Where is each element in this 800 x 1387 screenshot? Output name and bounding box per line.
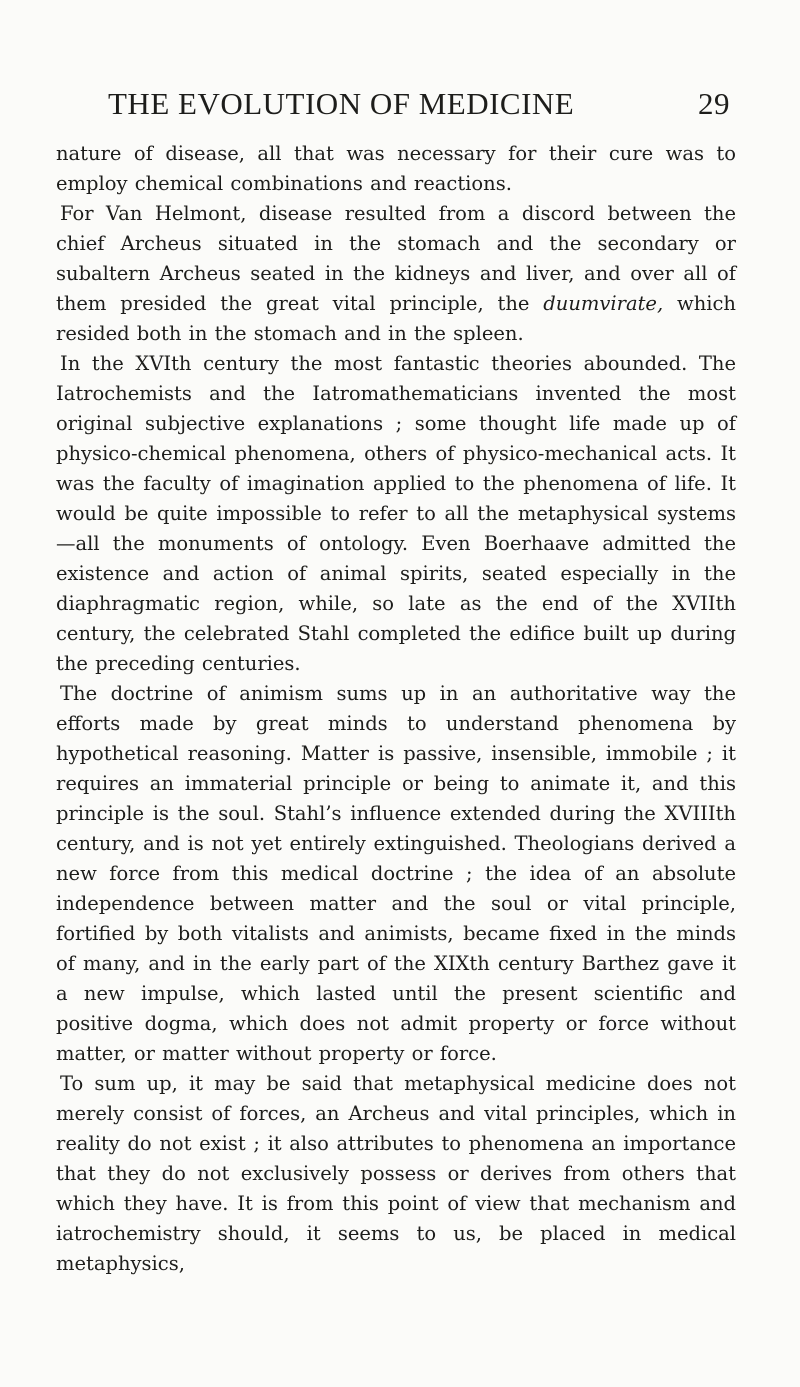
running-head bbox=[108, 84, 730, 124]
paragraph-text: which resided both in the stomach and in the spleen. bbox=[56, 292, 736, 345]
paragraph-xvith-century: In the XVIth century the most fantastic theories abounded. The Iatrochemists and the Iatromathematicians invented the most original subjective explanations ; some thought life made up of physico-chemical phenomena, others of physico-mechanical acts. It was the faculty of imagination applied to the phenomena of life. It would be quite impossible to refer to all the metaphysical systems—all the monuments of ontology. Even Boerhaave admitted the existence and action of animal spirits, seated especially in the diaphragmatic region, while, so late as the end of the XVIIth century, the celebrated Stahl completed the edifice built up during the preceding centuries. bbox=[56, 352, 736, 675]
italic-term-duumvirate: duumvirate, bbox=[543, 292, 664, 315]
body-text bbox=[56, 139, 736, 1279]
page-number: 29 bbox=[698, 86, 730, 121]
paragraph-summary: To sum up, it may be said that metaphysical medicine does not merely consist of forces, an Archeus and vital principles, which in reality do not exist ; it also attributes to phenomena an importance that they do not exclusively possess or derives from others that which they have. It is from this point of view that mechanism and iatrochemistry should, it seems to us, be placed in medical metaphysics, bbox=[56, 1072, 736, 1275]
paragraph-continued: nature of disease, all that was necessary for their cure was to employ chemical combinations and reactions. bbox=[56, 142, 736, 195]
running-title: THE EVOLUTION OF MEDICINE bbox=[108, 86, 575, 121]
paragraph-text: For Van Helmont, disease resulted from a discord between the chief Archeus situated in the stomach and the secondary or subaltern Archeus seated in the kidneys and liver, and over all of them presided the great vital principle, the bbox=[56, 202, 736, 315]
paragraph-van-helmont bbox=[56, 199, 736, 349]
paragraph-animism: The doctrine of animism sums up in an authoritative way the efforts made by great minds to understand phenomena by hypothetical reasoning. Matter is passive, insensible, immobile ; it requires an immaterial principle or being to animate it, and this principle is the soul. Stahl’s influence extended during the XVIIIth century, and is not yet entirely extinguished. Theologians derived a new force from this medical doctrine ; the idea of an absolute independence between matter and the soul or vital principle, fortified by both vitalists and animists, became fixed in the minds of many, and in the early part of the XIXth century Barthez gave it a new impulse, which lasted until the present scientific and positive dogma, which does not admit property or force without matter, or matter without property or force. bbox=[56, 682, 736, 1065]
